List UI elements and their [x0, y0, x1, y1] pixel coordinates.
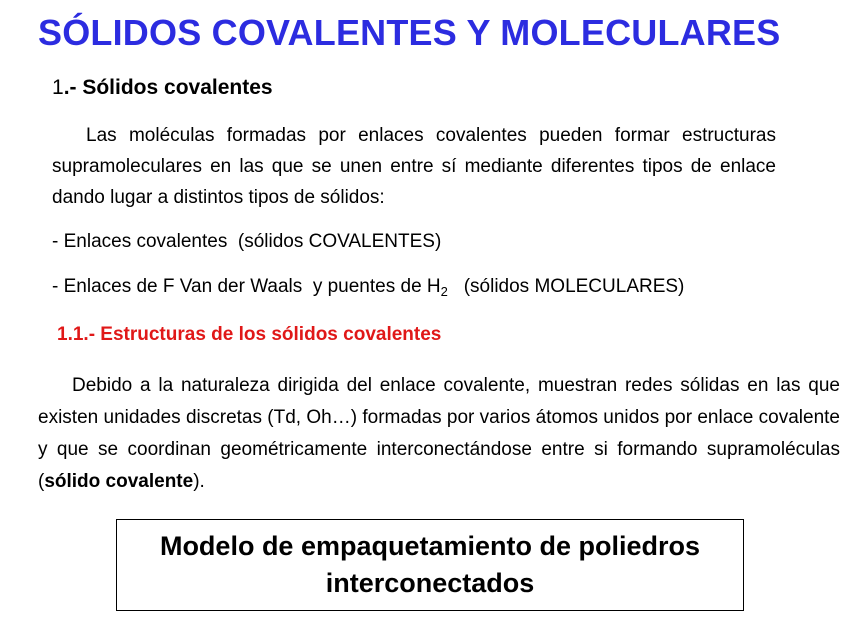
intro-paragraph: Las moléculas formadas por enlaces covalentes pueden formar estructuras supramoleculares en las que se unen entre sí mediante diferentes tipos de enlace dando lugar a distintos tipos de sólidos:: [52, 125, 776, 208]
section-heading-solidos-covalentes: [52, 76, 273, 100]
subscript-2: 2: [440, 284, 448, 299]
model-box: [116, 519, 744, 611]
model-box-line-2: interconectados: [325, 568, 535, 598]
model-box-line-1: Modelo de empaquetamiento de poliedros: [159, 531, 701, 561]
bold-term-solido-covalente: sólido covalente: [44, 471, 194, 492]
structures-paragraph: [38, 370, 840, 498]
subsection-heading-estructuras: 1.1.- Estructuras de los sólidos covalentes: [57, 324, 442, 345]
bullet-text-start: - Enlaces de F Van der Waals y puentes de H: [52, 276, 441, 297]
bullet-enlaces-van-der-waals: [52, 276, 684, 299]
model-box-text: [160, 528, 700, 602]
paragraph-text-start: Debido a la naturaleza dirigida del enlace covalente, muestran redes sólidas en las que existen unidades discretas (Td, Oh…) formadas por varios átomos unidos por enlace covalente y que se coordinan geométricamente interconectándose entre si formando supramoléculas (: [38, 375, 840, 492]
bullet-text-end: (sólidos MOLECULARES): [447, 276, 685, 297]
bullet-enlaces-covalentes: - Enlaces covalentes (sólidos COVALENTES): [52, 231, 442, 252]
section-number: 1: [52, 76, 64, 99]
section-heading-text: .- Sólidos covalentes: [63, 76, 273, 99]
paragraph-text-end: ).: [193, 471, 205, 492]
page-title: SÓLIDOS COVALENTES Y MOLECULARES: [38, 12, 781, 53]
